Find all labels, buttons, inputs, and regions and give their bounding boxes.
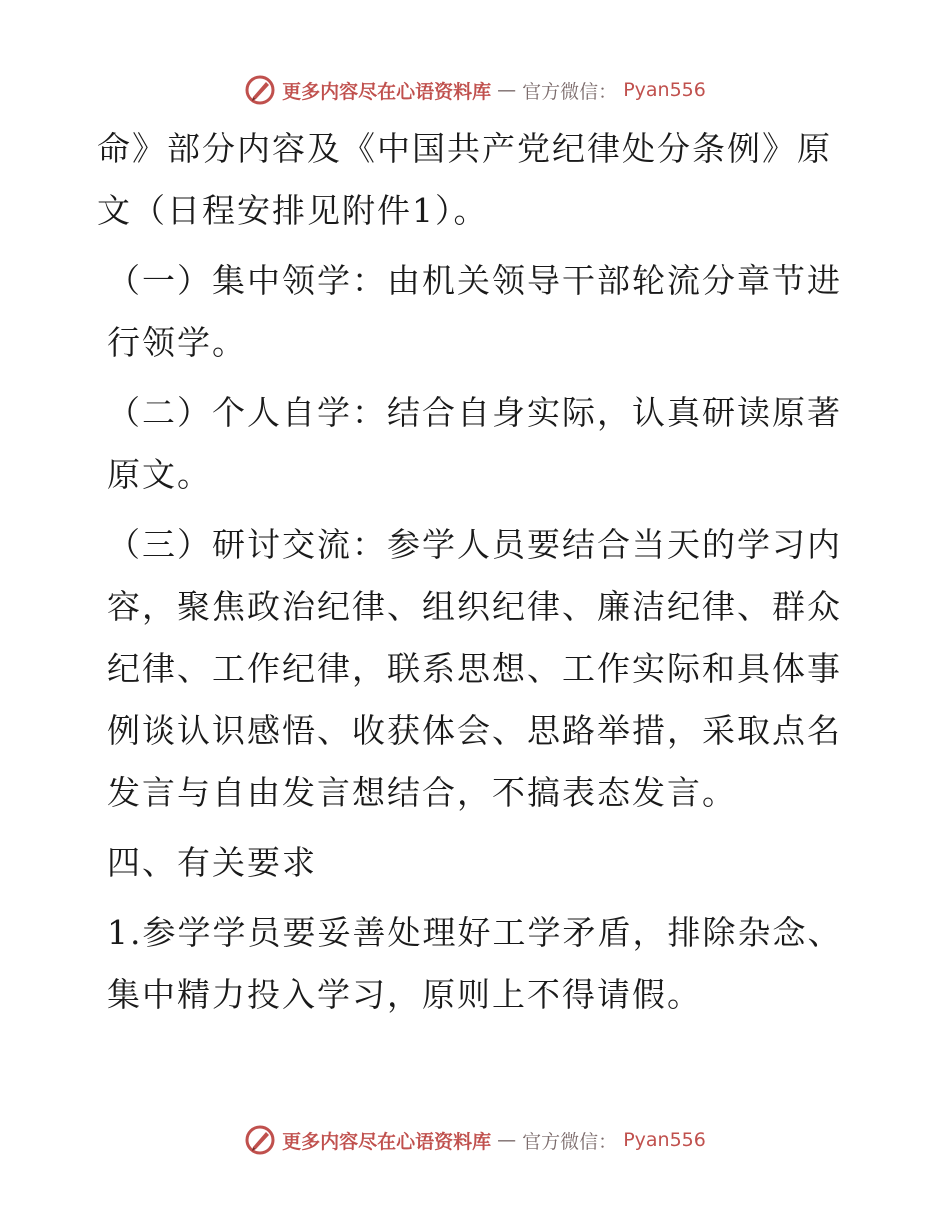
paragraph-centralized-study: （一）集中领学：由机关领导干部轮流分章节进行领学。 [107, 261, 842, 362]
watermark-text: 更多内容尽在心语资料库 [282, 1130, 492, 1153]
watermark-text: 更多内容尽在心语资料库 [282, 80, 492, 103]
footer-watermark [0, 1120, 950, 1160]
paragraph-discussion: （三）研讨交流：参学人员要结合当天的学习内容，聚焦政治纪律、组织纪律、廉洁纪律、群众纪律、工作纪律，联系思想、工作实际和具体事例谈认识感悟、收获体会、思路举措，采取点名发言与自由发言想结合，不搞表态发言。 [107, 525, 842, 812]
header-watermark [0, 70, 950, 110]
paragraph-study-content: 命》部分内容及《中国共产党纪律处分条例》原文（日程安排见附件1）。 [97, 129, 832, 230]
watermark-dash: — [497, 79, 517, 101]
document-body [97, 118, 857, 1034]
watermark-official-label: 官方微信： [522, 80, 618, 103]
paragraph-self-study: （二）个人自学：结合自身实际，认真研读原著原文。 [107, 393, 842, 494]
watermark-account: Pyan556 [623, 79, 706, 101]
section-heading-requirements: 四、有关要求 [107, 843, 317, 882]
watermark-account: Pyan556 [623, 1129, 706, 1151]
pen-logo-icon [244, 1124, 276, 1156]
pen-logo-icon [244, 74, 276, 106]
watermark-official-label: 官方微信： [522, 1130, 618, 1153]
watermark-dash: — [497, 1129, 517, 1151]
paragraph-requirement-1: 1.参学学员要妥善处理好工学矛盾，排除杂念、集中精力投入学习，原则上不得请假。 [107, 913, 843, 1014]
